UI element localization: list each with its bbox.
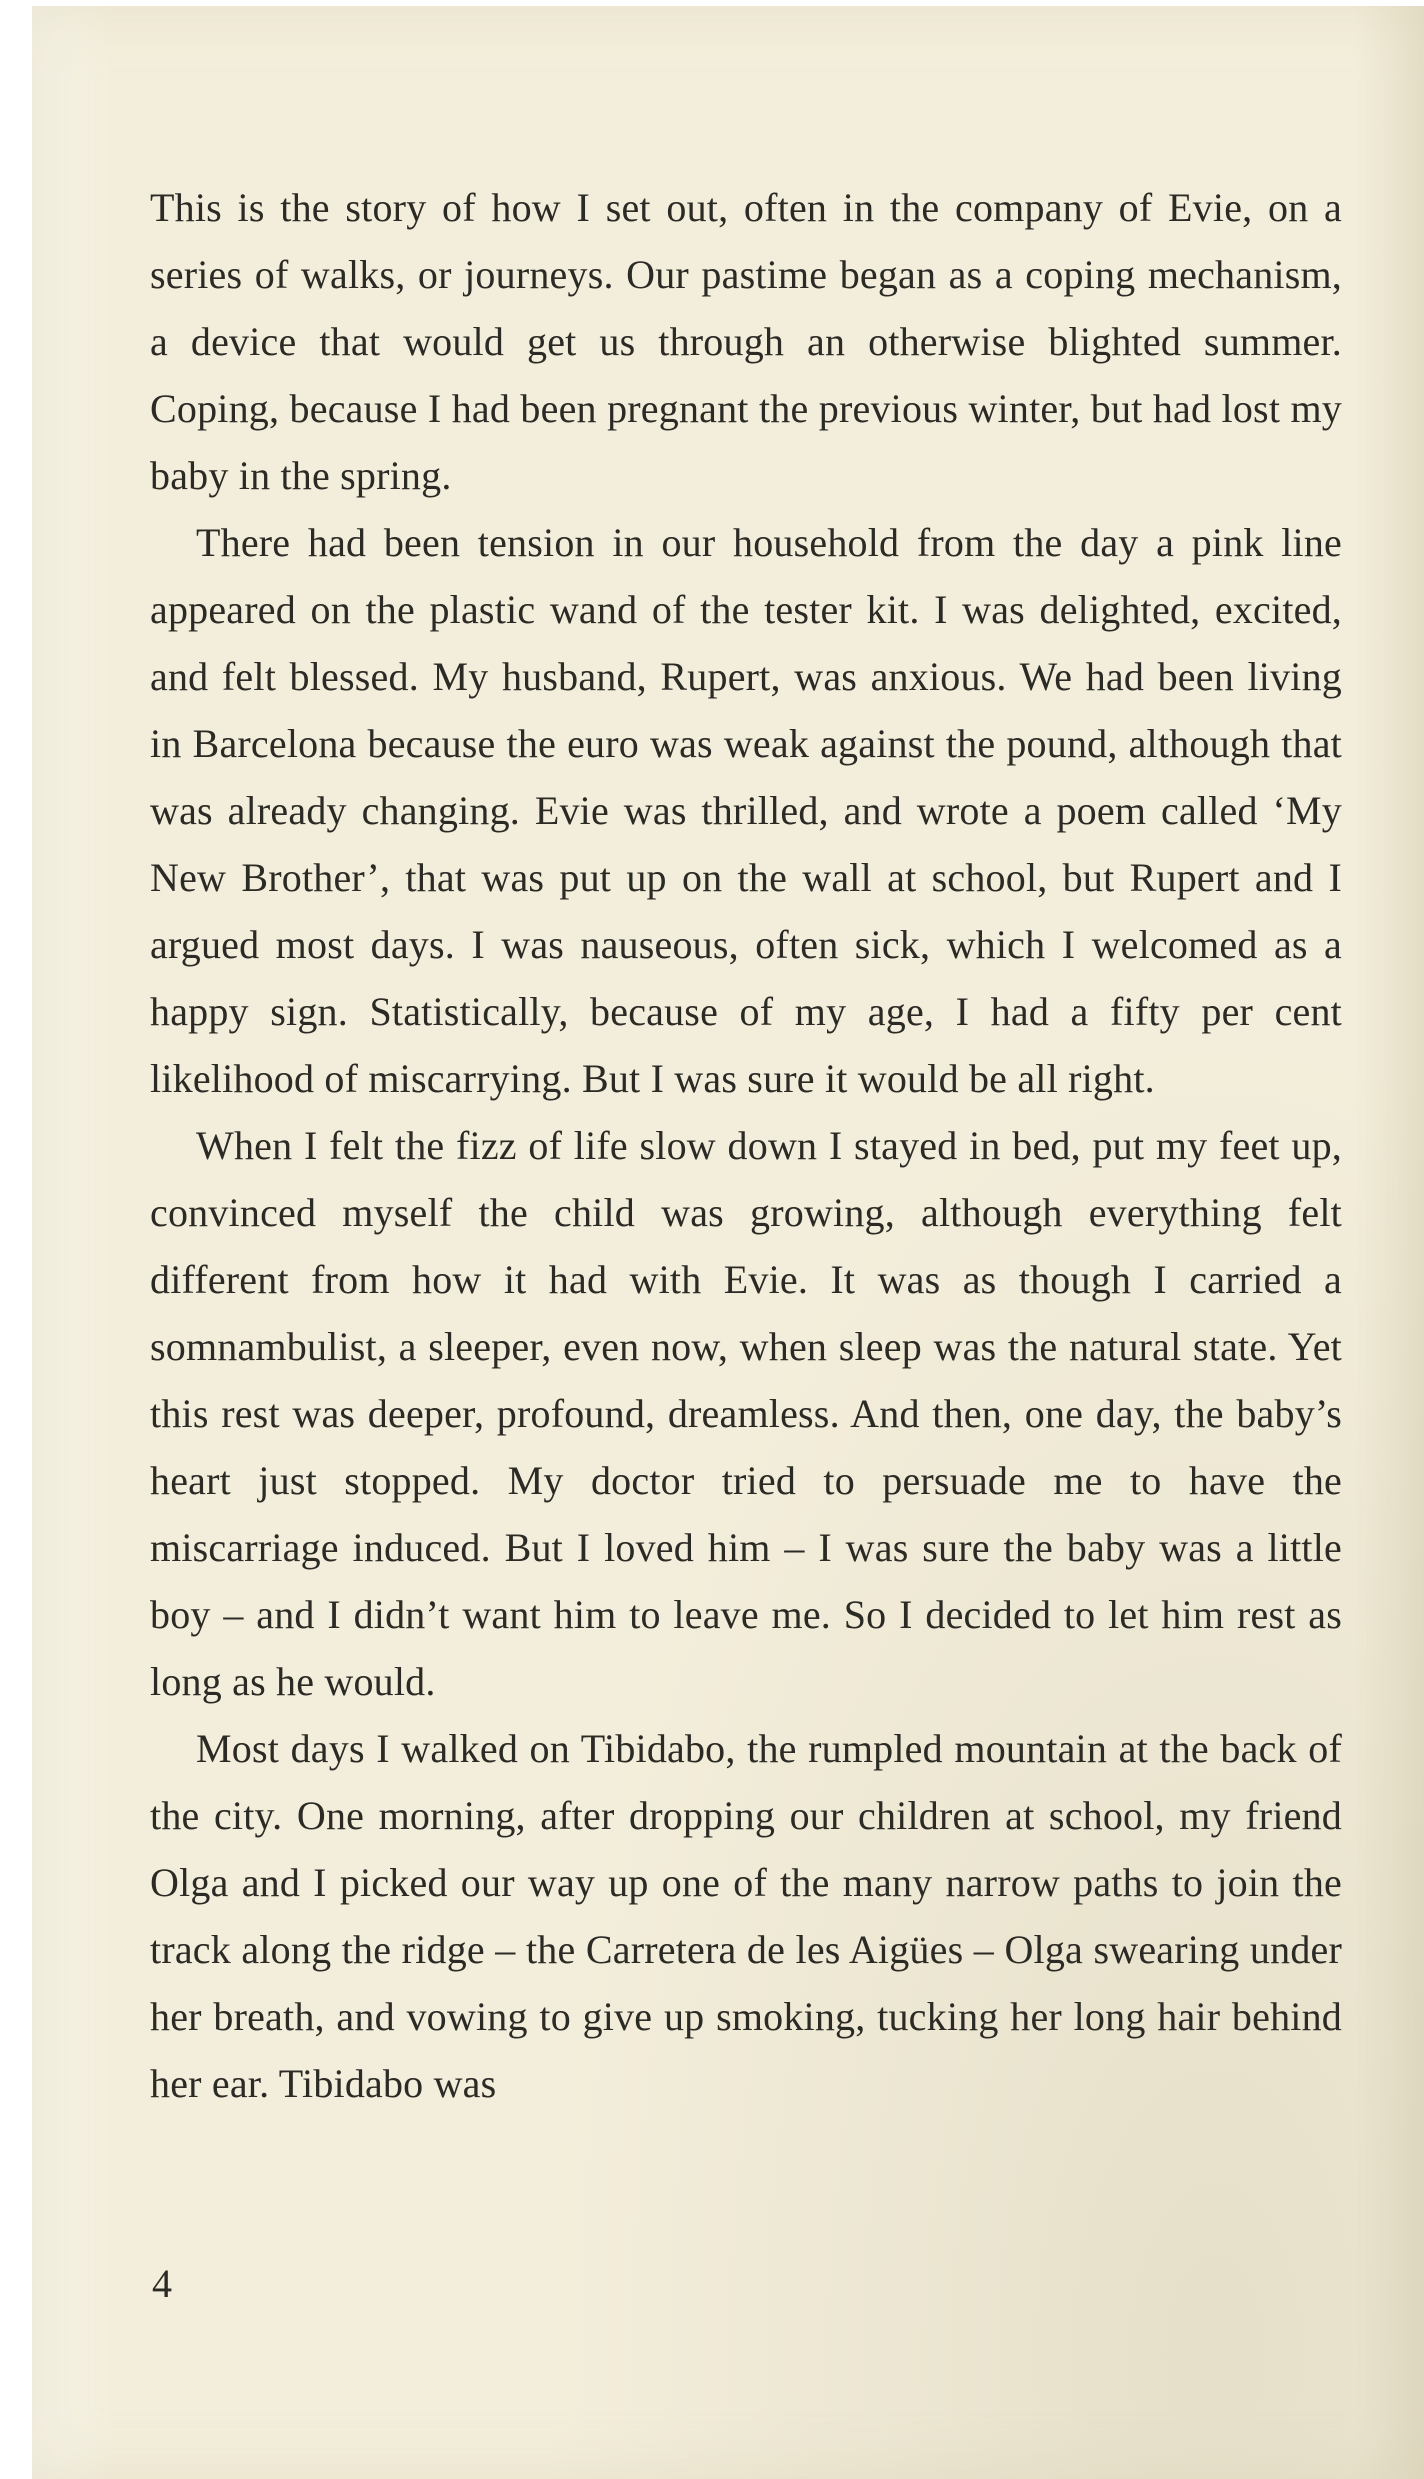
body-paragraph: This is the story of how I set out, often in the company of Evie, on a series of walks, or journeys. Our pastime began as a coping mechanism, a device that would get us through an otherwise blighted summer. Coping, because I had been pregnant the previous winter, but had lost my baby in the spring. (150, 185, 1342, 498)
book-page (32, 6, 1424, 2479)
body-paragraph: There had been tension in our household from the day a pink line appeared on the plastic wand of the tester kit. I was delighted, excited, and felt blessed. My husband, Rupert, was anxious. We had been living in Barcelona because the euro was weak against the pound, although that was already changing. Evie was thrilled, and wrote a poem called ‘My New Brother’, that was put up on the wall at school, but Rupert and I argued most days. I was nauseous, often sick, which I welcomed as a happy sign. Statistically, because of my age, I had a fifty per cent likelihood of miscarrying. But I was sure it would be all right. (150, 520, 1342, 1101)
body-paragraph: Most days I walked on Tibidabo, the rumpled mountain at the back of the city. One morning, after dropping our children at school, my friend Olga and I picked our way up one of the many narrow paths to join the track along the ridge – the Carretera de les Aigües – Olga swearing under her breath, and vowing to give up smoking, tucking her long hair behind her ear. Tibidabo was (150, 1726, 1342, 2106)
body-paragraph: When I felt the fizz of life slow down I stayed in bed, put my feet up, convinced myself the child was growing, although everything felt different from how it had with Evie. It was as though I carried a somnambulist, a sleeper, even now, when sleep was the natural state. Yet this rest was deeper, profound, dreamless. And then, one day, the baby’s heart just stopped. My doctor tried to persuade me to have the miscarriage induced. But I loved him – I was sure the baby was a little boy – and I didn’t want him to leave me. So I decided to let him rest as long as he would. (150, 1123, 1342, 1704)
page-number: 4 (152, 2261, 172, 2306)
page-text-block (150, 174, 1342, 2117)
